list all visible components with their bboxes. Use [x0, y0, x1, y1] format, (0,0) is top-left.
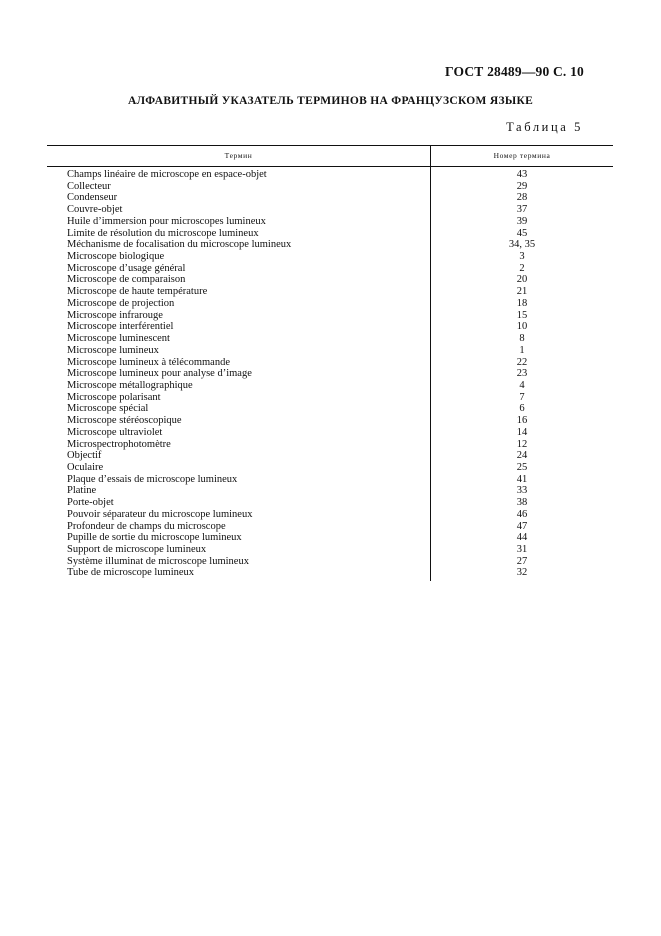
term-number-cell: 31 — [516, 544, 528, 555]
table-row — [47, 392, 613, 404]
table-row — [47, 368, 613, 380]
term-cell: Microscope luminescent — [67, 333, 170, 345]
term-cell: Microscope de haute température — [67, 286, 208, 298]
table-row — [47, 298, 613, 310]
table-row — [47, 450, 613, 462]
term-cell: Microscope ultraviolet — [67, 426, 163, 438]
table-row — [47, 509, 613, 521]
table-row — [47, 181, 613, 193]
column-header-term: Термин — [224, 151, 253, 160]
term-cell: Microscope infrarouge — [67, 309, 163, 321]
table-row — [47, 567, 613, 579]
table-row — [47, 274, 613, 286]
term-number-cell: 16 — [516, 415, 528, 427]
term-cell: Microscope lumineux pour analyse d’image — [67, 368, 252, 380]
term-cell: Microscope de projection — [67, 297, 175, 309]
term-cell: Microscope lumineux — [67, 344, 159, 356]
term-number-cell: 27 — [516, 555, 528, 567]
table-row — [47, 333, 613, 345]
table-row — [47, 228, 613, 240]
term-cell: Microscope de comparaison — [67, 274, 186, 286]
term-cell: Collecteur — [67, 180, 111, 192]
term-number-cell: 28 — [516, 192, 528, 204]
term-cell: Champs linéaire de microscope en espace-objet — [67, 169, 267, 180]
term-number-cell: 21 — [516, 286, 528, 298]
table-row — [47, 532, 613, 544]
table-body — [47, 167, 613, 579]
term-cell: Support de microscope lumineux — [67, 544, 207, 555]
term-number-cell: 47 — [516, 520, 528, 532]
term-number-cell: 23 — [516, 368, 528, 380]
term-number-cell: 33 — [516, 485, 528, 497]
term-cell: Microscope interférentiel — [67, 321, 174, 333]
table-row — [47, 239, 613, 251]
term-cell: Objectif — [67, 450, 102, 462]
term-number-cell: 25 — [516, 461, 528, 473]
table-row — [47, 497, 613, 509]
term-cell: Oculaire — [67, 461, 104, 473]
term-number-cell: 29 — [516, 180, 528, 192]
term-cell: Pouvoir séparateur du microscope lumineux — [67, 508, 253, 520]
term-cell: Condenseur — [67, 192, 118, 204]
term-number-cell: 15 — [516, 309, 528, 321]
term-number-cell: 44 — [516, 532, 528, 544]
table-row — [47, 192, 613, 204]
table-row — [47, 216, 613, 228]
term-cell: Microscope polarisant — [67, 391, 161, 403]
table-row — [47, 521, 613, 533]
term-cell: Tube de microscope lumineux — [67, 567, 195, 579]
table-row — [47, 439, 613, 451]
page-title: АЛФАВИТНЫЙ УКАЗАТЕЛЬ ТЕРМИНОВ НА ФРАНЦУЗСКОМ ЯЗЫКЕ — [127, 95, 534, 107]
table-row — [47, 169, 613, 181]
term-number-cell: 34, 35 — [508, 239, 536, 251]
term-number-cell: 43 — [516, 169, 528, 180]
table-caption: Таблица 5 — [506, 120, 583, 134]
table-row — [47, 556, 613, 568]
term-number-cell: 20 — [516, 274, 528, 286]
term-number-cell: 3 — [519, 251, 525, 263]
table-row — [47, 310, 613, 322]
term-cell: Porte-objet — [67, 497, 114, 509]
term-cell: Limite de résolution du microscope lumineux — [67, 227, 259, 239]
term-number-cell: 2 — [519, 262, 525, 274]
term-number-cell: 4 — [519, 379, 525, 391]
term-cell: Huile d’immersion pour microscopes lumineux — [67, 215, 266, 227]
term-cell: Microscope d’usage général — [67, 262, 186, 274]
term-number-cell: 1 — [519, 344, 525, 356]
term-number-cell: 38 — [516, 497, 528, 509]
term-cell: Système illuminat de microscope lumineux — [67, 555, 249, 567]
term-cell: Microscope spécial — [67, 403, 149, 415]
table-row — [47, 251, 613, 263]
term-number-cell: 22 — [516, 356, 528, 368]
term-cell: Microscope métallographique — [67, 379, 193, 391]
table-row — [47, 403, 613, 415]
term-number-cell: 41 — [516, 473, 528, 485]
term-cell: Profondeur de champs du microscope — [67, 520, 226, 532]
table-row — [47, 357, 613, 369]
table-row — [47, 321, 613, 333]
term-cell: Microspectrophotomètre — [67, 438, 171, 450]
table-row — [47, 485, 613, 497]
term-cell: Platine — [67, 485, 97, 497]
table-row — [47, 345, 613, 357]
table-row — [47, 474, 613, 486]
term-cell: Plaque d’essais de microscope lumineux — [67, 473, 238, 485]
table-row — [47, 286, 613, 298]
terms-table — [47, 145, 613, 579]
term-number-cell: 32 — [516, 567, 528, 579]
term-cell: Méchanisme de focalisation du microscope lumineux — [67, 239, 292, 251]
term-number-cell: 14 — [516, 426, 528, 438]
term-number-cell: 10 — [516, 321, 528, 333]
table-row — [47, 415, 613, 427]
term-number-cell: 6 — [519, 403, 525, 415]
term-number-cell: 24 — [516, 450, 528, 462]
term-number-cell: 12 — [516, 438, 528, 450]
table-row — [47, 544, 613, 556]
table-row — [47, 263, 613, 275]
term-cell: Pupille de sortie du microscope lumineux — [67, 532, 242, 544]
table-row — [47, 380, 613, 392]
term-number-cell: 46 — [516, 508, 528, 520]
term-number-cell: 7 — [519, 391, 525, 403]
term-cell: Microscope stéréoscopique — [67, 415, 182, 427]
term-cell: Microscope lumineux à télécommande — [67, 356, 230, 368]
table-row — [47, 462, 613, 474]
term-cell: Couvre-objet — [67, 204, 123, 216]
column-header-number: Номер термина — [493, 151, 551, 160]
table-row — [47, 427, 613, 439]
table-row — [47, 204, 613, 216]
term-number-cell: 18 — [516, 297, 528, 309]
term-cell: Microscope biologique — [67, 251, 165, 263]
term-number-cell: 8 — [519, 333, 525, 345]
table-header — [47, 145, 613, 167]
term-number-cell: 39 — [516, 215, 528, 227]
term-number-cell: 45 — [516, 227, 528, 239]
document-reference: ГОСТ 28489—90 С. 10 — [445, 64, 584, 79]
term-number-cell: 37 — [516, 204, 528, 216]
